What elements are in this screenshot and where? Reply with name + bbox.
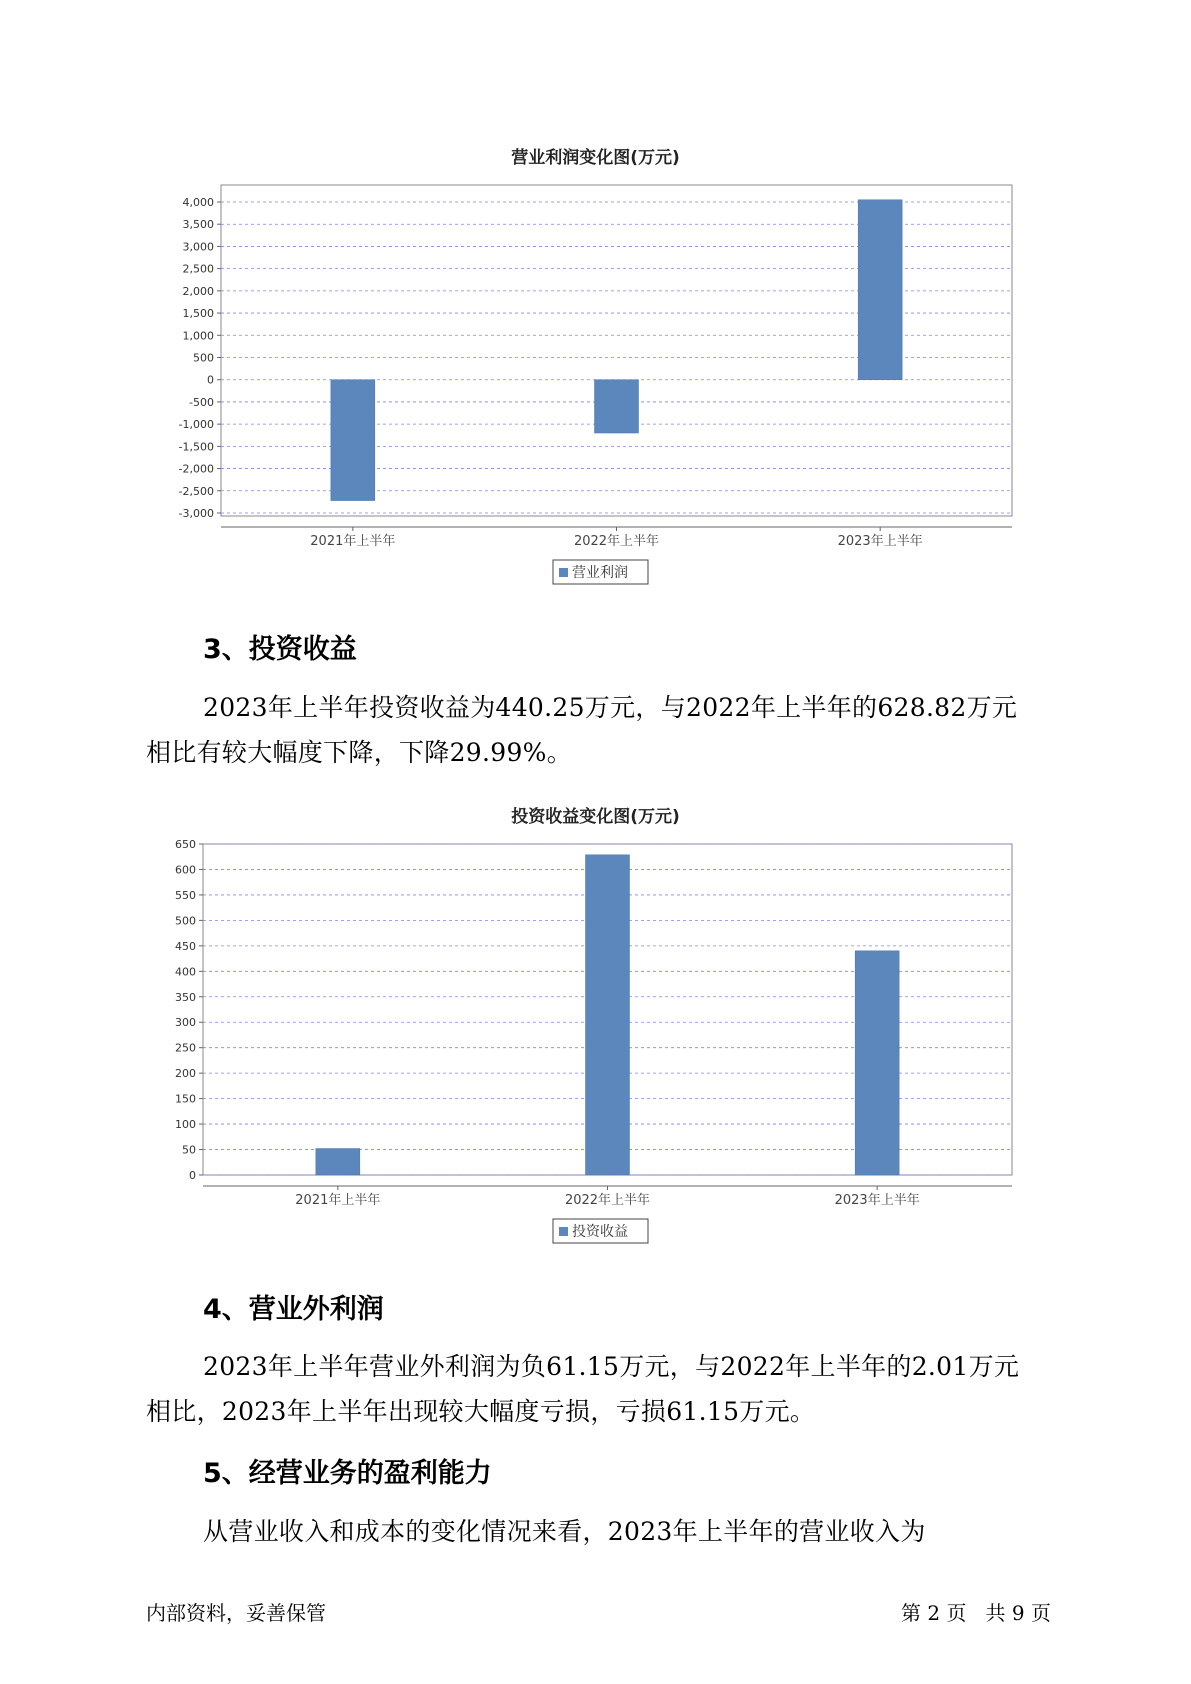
bar-3 <box>858 200 902 380</box>
x-tick-label: 2023年上半年 <box>837 534 923 549</box>
y-tick-label: 0 <box>189 1169 196 1182</box>
section-4-line-1: 2023年上半年营业外利润为负61.15万元，与2022年上半年的2.01万元 <box>203 1352 1020 1381</box>
y-tick-label: 2,500 <box>182 262 214 276</box>
x-tick-label: 2022年上半年 <box>564 1193 651 1208</box>
chart-legend <box>553 1219 648 1243</box>
y-tick-label: 200 <box>175 1067 196 1081</box>
y-tick-label: 450 <box>175 939 196 953</box>
section-5-line-1: 从营业收入和成本的变化情况来看，2023年上半年的营业收入为 <box>203 1517 926 1546</box>
x-tick-label: 2022年上半年 <box>573 534 660 549</box>
bar-3 <box>855 951 899 1175</box>
section-3-heading: 3、投资收益 <box>203 634 357 665</box>
y-tick-label: 500 <box>175 914 196 928</box>
operating-profit-chart <box>0 170 1191 590</box>
y-tick-label: 250 <box>175 1041 196 1055</box>
y-tick-label: 600 <box>175 863 196 877</box>
y-tick-label: -3,000 <box>178 507 214 520</box>
y-tick-label: 50 <box>182 1143 196 1157</box>
chart-legend <box>553 560 648 584</box>
bar-1 <box>316 1149 360 1175</box>
bar-2 <box>586 855 630 1175</box>
y-tick-label: -2,500 <box>178 484 214 498</box>
y-tick-label: -1,000 <box>178 418 214 432</box>
bar-2 <box>595 380 639 433</box>
section-3-line-2: 相比有较大幅度下降，下降29.99%。 <box>146 738 573 767</box>
y-tick-label: 100 <box>175 1118 196 1132</box>
bar-1 <box>331 380 375 501</box>
investment-income-chart <box>0 830 1191 1250</box>
y-tick-label: 1,500 <box>182 307 214 321</box>
legend-label: 投资收益 <box>572 1224 628 1240</box>
y-tick-label: 0 <box>207 373 214 387</box>
x-tick-label: 2021年上半年 <box>310 534 396 549</box>
operating-profit-chart-title: 营业利润变化图(万元) <box>511 148 680 168</box>
x-tick-label: 2021年上半年 <box>295 1193 381 1208</box>
section-4-line-2: 相比，2023年上半年出现较大幅度亏损，亏损61.15万元。 <box>146 1397 816 1426</box>
y-tick-label: 3,500 <box>182 218 214 232</box>
y-tick-label: 4,000 <box>182 196 214 209</box>
y-tick-label: 300 <box>175 1016 196 1030</box>
y-tick-label: 3,000 <box>182 240 214 254</box>
y-tick-label: 500 <box>193 351 214 365</box>
section-5-heading: 5、经营业务的盈利能力 <box>203 1458 492 1489</box>
y-tick-label: 350 <box>175 990 196 1004</box>
y-tick-label: 550 <box>175 888 196 902</box>
y-tick-label: -500 <box>189 395 214 409</box>
y-tick-label: -1,500 <box>178 440 214 454</box>
y-tick-label: 2,000 <box>182 284 214 298</box>
section-4-heading: 4、营业外利润 <box>203 1294 384 1325</box>
y-tick-label: 1,000 <box>182 329 214 343</box>
y-tick-label: 150 <box>175 1092 196 1106</box>
legend-swatch <box>559 1227 568 1236</box>
footer-confidential-note: 内部资料，妥善保管 <box>146 1601 326 1625</box>
legend-label: 营业利润 <box>572 565 628 581</box>
y-tick-label: -2,000 <box>178 462 214 476</box>
legend-swatch <box>559 568 568 577</box>
footer-page-number: 第 2 页 共 9 页 <box>901 1601 1051 1625</box>
y-tick-label: 650 <box>175 838 196 851</box>
investment-income-chart-title: 投资收益变化图(万元) <box>511 807 680 827</box>
y-tick-label: 400 <box>175 965 196 979</box>
section-3-line-1: 2023年上半年投资收益为440.25万元，与2022年上半年的628.82万元 <box>203 693 1018 722</box>
x-tick-label: 2023年上半年 <box>834 1193 920 1208</box>
